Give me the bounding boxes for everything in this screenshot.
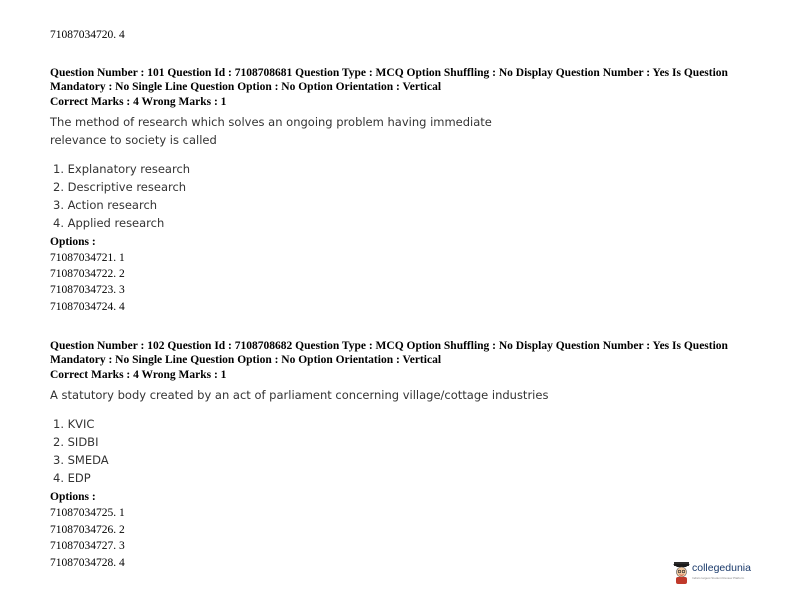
question-marks: Correct Marks : 4 Wrong Marks : 1 [50, 369, 227, 381]
option-id-line: 71087034725. 1 [50, 507, 125, 519]
choice-item: 2. Descriptive research [53, 180, 187, 194]
option-id-line: 71087034721. 1 [50, 252, 125, 264]
option-id-line: 71087034727. 3 [50, 540, 125, 552]
logo-tagline: India's largest Student Review Platform [692, 576, 745, 580]
question-marks: Correct Marks : 4 Wrong Marks : 1 [50, 96, 227, 108]
option-id-line: 71087034724. 4 [50, 301, 125, 313]
options-label: Options : [50, 491, 96, 503]
choice-item: 4. Applied research [53, 216, 165, 230]
choice-item: 2. SIDBI [53, 435, 99, 449]
option-id-line: 71087034728. 4 [50, 557, 125, 569]
question-header: Question Number : 102 Question Id : 7108708682 Question Type : MCQ Option Shuffling : No Display Question Number : Yes Is Question Mandatory : No Single Line Question Option : No Option Orientation : Vertical [50, 340, 728, 366]
question-text: A statutory body created by an act of parliament concerning village/cottage industries [50, 388, 549, 402]
option-id-line: 71087034726. 2 [50, 524, 125, 536]
choice-item: 4. EDP [53, 471, 91, 485]
top-option-line: 71087034720. 4 [50, 29, 125, 41]
question-header: Question Number : 101 Question Id : 7108708681 Question Type : MCQ Option Shuffling : No Display Question Number : Yes Is Question Mandatory : No Single Line Question Option : No Option Orientation : Vertical [50, 67, 728, 93]
logo-name: collegedunia [692, 562, 751, 574]
choice-item: 3. Action research [53, 198, 158, 212]
option-id-line: 71087034722. 2 [50, 268, 125, 280]
option-id-line: 71087034723. 3 [50, 284, 125, 296]
choice-item: 1. KVIC [53, 417, 95, 431]
options-label: Options : [50, 236, 96, 248]
choice-item: 3. SMEDA [53, 453, 109, 467]
student-mascot-icon [672, 560, 692, 586]
collegedunia-logo [672, 560, 757, 586]
choice-item: 1. Explanatory research [53, 162, 191, 176]
question-text: The method of research which solves an ongoing problem having immediate relevance to society is called [50, 115, 492, 147]
